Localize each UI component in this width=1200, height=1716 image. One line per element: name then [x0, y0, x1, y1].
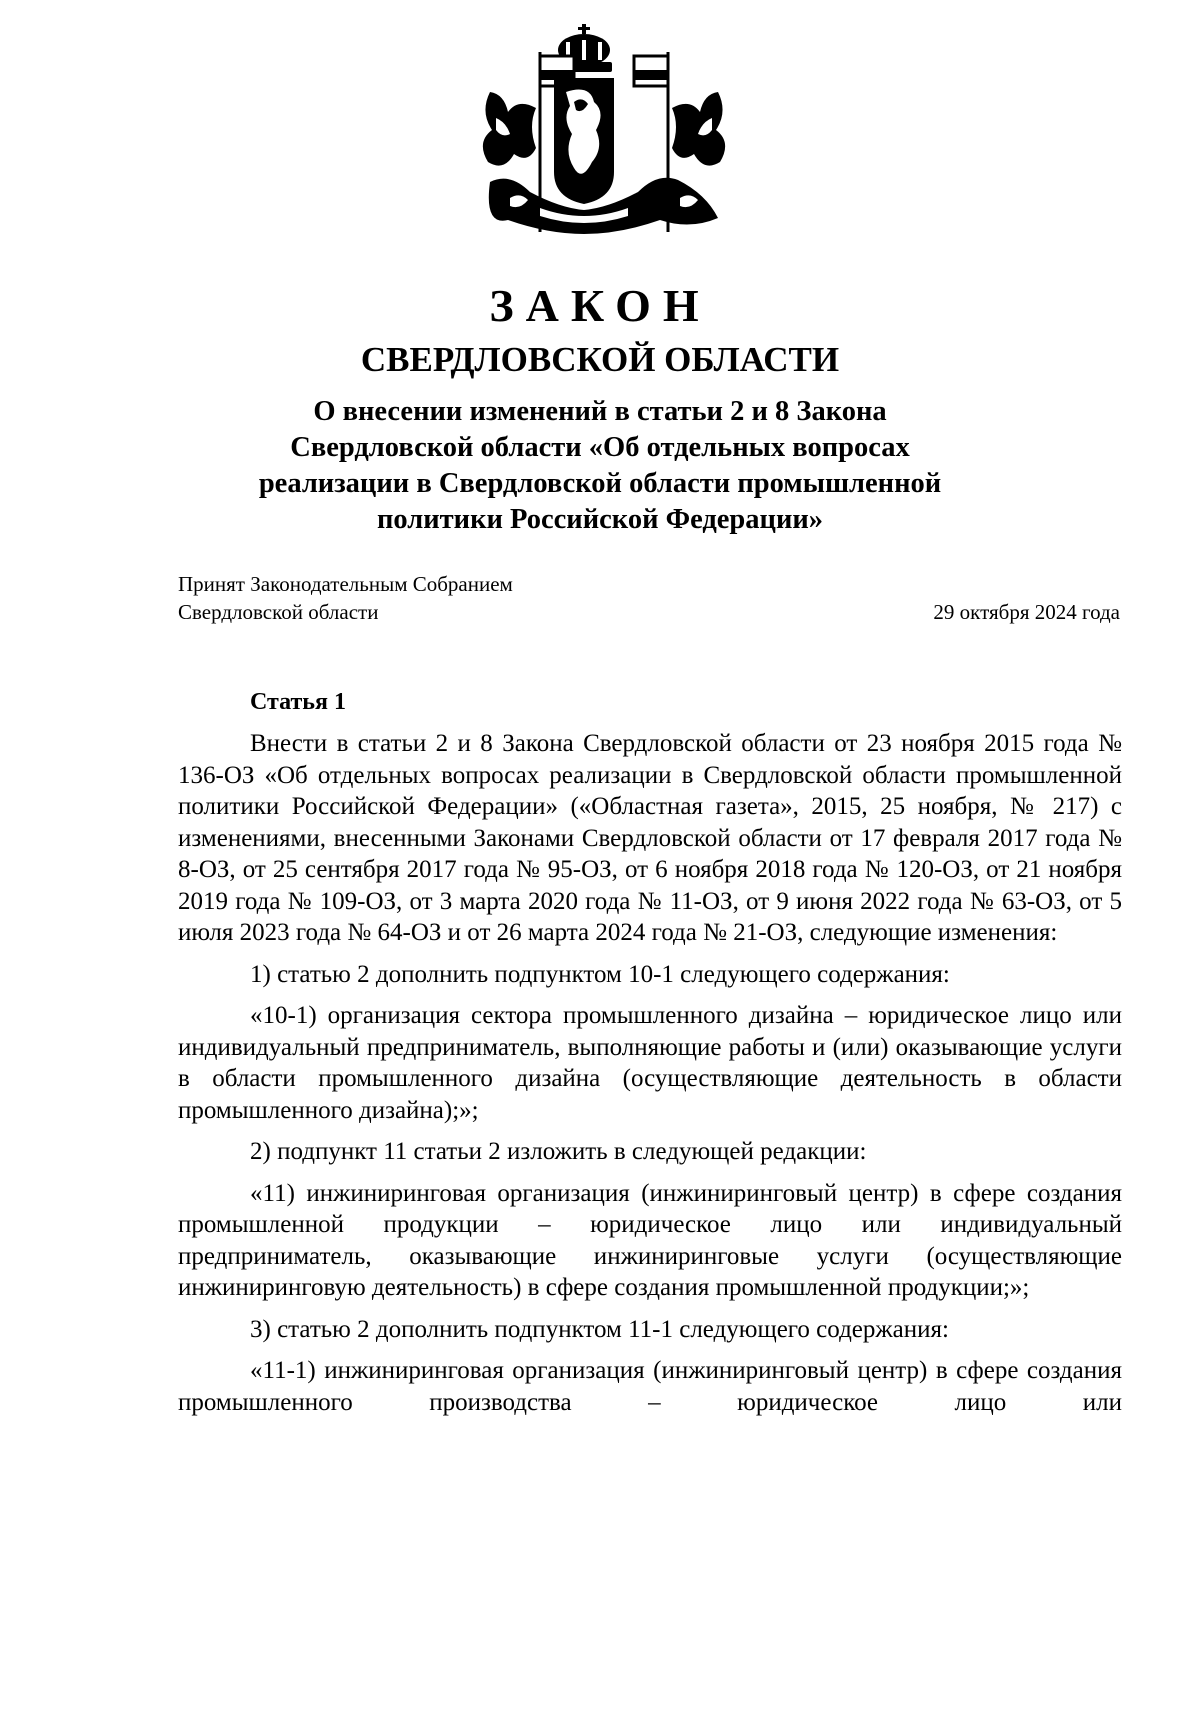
paragraph: Внести в статьи 2 и 8 Закона Свердловской области от 23 ноября 2015 года № 136-ОЗ «Об отдельных вопросах реализации в Свердловской области промышленной политики Российской Федерации» («Областная газета», 2015, 25 ноября, № 217) с изменениями, внесенными Законами Свердловской области от 17 февраля 2017 года № 8-ОЗ, от 25 сентября 2017 года № 95-ОЗ, от 6 ноября 2018 года № 120-ОЗ, от 21 ноября 2019 года № 109-ОЗ, от 3 марта 2020 года № 11-ОЗ, от 9 июня 2022 года № 63-ОЗ, от 5 июля 2023 года № 64-ОЗ и от 26 марта 2024 года № 21-ОЗ, следующие изменения:: [178, 730, 1122, 946]
law-title: ЗАКОН: [489, 280, 711, 331]
paragraph: «10-1) организация сектора промышленного дизайна – юридическое лицо или индивидуальный предприниматель, выполняющие работы и (или) оказывающие услуги в области промышленного дизайна (осуществляющие деятельность в области промышленного дизайна);»;: [178, 1002, 1122, 1124]
article-body: [178, 728, 1122, 1428]
paragraph: «11) инжиниринговая организация (инжиниринговый центр) в сфере создания промышленной продукции – юридическое лицо или индивидуальный предприниматель, оказывающие инжиниринговые услуги (осуществляющие инжиниринговую деятельность) в сфере создания промышленной продукции;»;: [178, 1179, 1122, 1301]
adopted-by: [178, 570, 513, 626]
region-title: СВЕРДЛОВСКОЙ ОБЛАСТИ: [360, 340, 840, 379]
paragraph: «11-1) инжиниринговая организация (инжиниринговый центр) в сфере создания промышленного производства – юридическое лицо или: [178, 1357, 1122, 1416]
paragraph: 3) статью 2 дополнить подпунктом 11-1 следующего содержания:: [250, 1315, 949, 1343]
adopted-by-line1: Принят Законодательным Собранием: [178, 572, 513, 596]
article-title: Статья 1: [250, 689, 346, 715]
paragraph: 2) подпункт 11 статьи 2 изложить в следующей редакции:: [250, 1138, 867, 1165]
law-subject: О внесении изменений в статьи 2 и 8 Закона Свердловской области «Об отдельных вопросах реализации в Свердловской области промышленной политики Российской Федерации»: [258, 396, 942, 535]
adopted-by-line2: Свердловской области: [178, 600, 379, 624]
coat-of-arms-icon: [470, 22, 738, 242]
adopted-date: 29 октября 2024 года: [933, 600, 1120, 624]
paragraph: 1) статью 2 дополнить подпунктом 10-1 следующего содержания:: [250, 960, 950, 988]
